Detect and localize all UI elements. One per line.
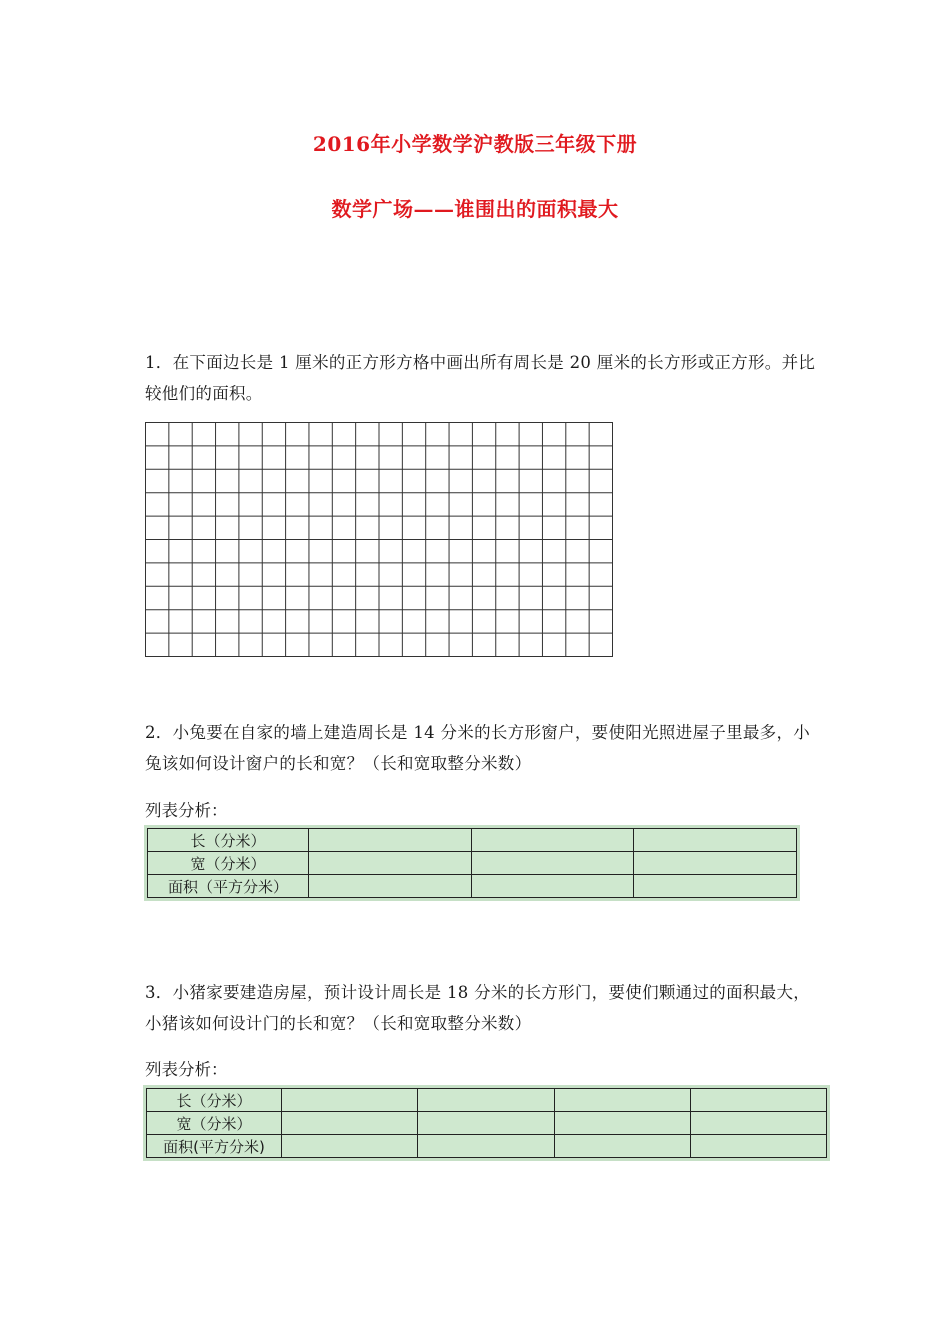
table-row — [147, 1089, 827, 1112]
table-row — [147, 1135, 827, 1158]
table-cell[interactable] — [282, 1112, 418, 1135]
question-3-table — [146, 1088, 827, 1158]
table-cell[interactable] — [690, 1112, 826, 1135]
table-cell[interactable] — [418, 1135, 554, 1158]
table-cell[interactable] — [471, 852, 634, 875]
question-2-table — [147, 828, 797, 898]
table-cell[interactable] — [418, 1112, 554, 1135]
table-cell[interactable] — [690, 1135, 826, 1158]
table-cell[interactable] — [418, 1089, 554, 1112]
table-header-length: 长（分米） — [147, 1089, 282, 1112]
question-3-analysis-label: 列表分析： — [145, 1060, 228, 1079]
question-2-text: 2．小兔要在自家的墙上建造周长是 14 分米的长方形窗户，要使阳光照进屋子里最多，小兔该如何设计窗户的长和宽？（长和宽取整分米数） — [145, 723, 811, 773]
table-cell[interactable] — [282, 1135, 418, 1158]
table-header-area: 面积（平方分米） — [148, 875, 309, 898]
table-cell[interactable] — [471, 875, 634, 898]
table-cell[interactable] — [554, 1112, 690, 1135]
document-title: 2016年小学数学沪教版三年级下册 — [312, 132, 638, 156]
table-cell[interactable] — [471, 829, 634, 852]
table-cell[interactable] — [554, 1135, 690, 1158]
table-header-width: 宽（分米） — [148, 852, 309, 875]
table-header-length: 长（分米） — [148, 829, 309, 852]
table-cell[interactable] — [634, 875, 797, 898]
table-cell[interactable] — [309, 852, 472, 875]
question-3-text: 3．小猪家要建造房屋，预计设计周长是 18 分米的长方形门，要使们颗通过的面积最大，小猪该如何设计门的长和宽？（长和宽取整分米数） — [145, 983, 811, 1033]
table-row — [148, 852, 797, 875]
table-cell[interactable] — [554, 1089, 690, 1112]
question-1-text: 1．在下面边长是 1 厘米的正方形方格中画出所有周长是 20 厘米的长方形或正方形。并比较他们的面积。 — [145, 353, 816, 403]
table-cell[interactable] — [309, 875, 472, 898]
table-cell[interactable] — [690, 1089, 826, 1112]
square-grid — [145, 422, 613, 657]
table-header-width: 宽（分米） — [147, 1112, 282, 1135]
table-row — [147, 1112, 827, 1135]
table-cell[interactable] — [282, 1089, 418, 1112]
table-row — [148, 875, 797, 898]
table-row — [148, 829, 797, 852]
table-cell[interactable] — [634, 852, 797, 875]
table-cell[interactable] — [634, 829, 797, 852]
table-header-area: 面积(平方分米) — [147, 1135, 282, 1158]
question-2-analysis-label: 列表分析： — [145, 801, 228, 820]
table-cell[interactable] — [309, 829, 472, 852]
document-subtitle: 数学广场——谁围出的面积最大 — [331, 197, 619, 221]
